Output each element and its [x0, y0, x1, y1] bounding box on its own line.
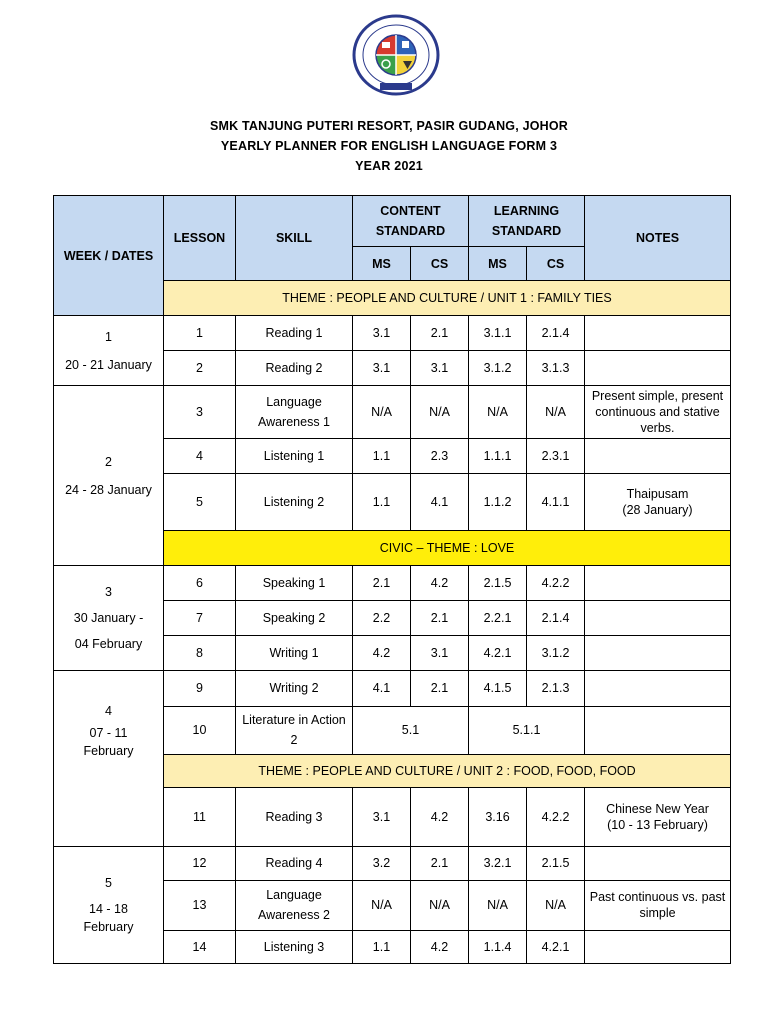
lesson-number: 12: [164, 846, 236, 880]
learning-ms: 3.1.2: [469, 351, 527, 386]
learning-cs: 2.1.4: [527, 601, 585, 636]
skill: Language Awareness 1: [236, 386, 353, 439]
notes-line: Thaipusam: [626, 487, 689, 502]
content-ms: N/A: [353, 880, 411, 930]
notes: [585, 316, 731, 351]
notes: [585, 474, 731, 531]
skill: Speaking 2: [236, 601, 353, 636]
lesson-number: 6: [164, 566, 236, 601]
learning-cs: 2.1.5: [527, 846, 585, 880]
skill: Listening 2: [236, 474, 353, 531]
notes: [585, 671, 731, 706]
learning-cs: N/A: [527, 386, 585, 439]
notes: Present simple, present continuous and stative verbs.: [585, 386, 731, 439]
header-learning-standard: LEARNING STANDARD: [469, 196, 585, 247]
learning-ms: 3.1.1: [469, 316, 527, 351]
content-ms: 2.2: [353, 601, 411, 636]
table-row: [54, 846, 731, 880]
week-dates: 30 January -: [73, 611, 144, 626]
school-name: SMK TANJUNG PUTERI RESORT, PASIR GUDANG, JOHOR: [209, 119, 569, 133]
learning-cs: 4.1.1: [527, 474, 585, 531]
planner-year: YEAR 2021: [355, 159, 423, 173]
skill: Reading 1: [236, 316, 353, 351]
week-dates: February: [83, 919, 134, 934]
skill: Reading 3: [236, 787, 353, 846]
theme-row-unit-2: THEME : PEOPLE AND CULTURE / UNIT 2 : FOOD, FOOD, FOOD: [164, 754, 731, 787]
notes: Past continuous vs. past simple: [585, 880, 731, 930]
content-cs: 2.1: [411, 671, 469, 706]
content-ms: 1.1: [353, 930, 411, 963]
week-number: 3: [105, 585, 112, 600]
notes: [585, 846, 731, 880]
content-ms: 2.1: [353, 566, 411, 601]
skill: Reading 4: [236, 846, 353, 880]
content-ms: 1.1: [353, 439, 411, 474]
lesson-number: 1: [164, 316, 236, 351]
learning-ms: 4.2.1: [469, 636, 527, 671]
content-cs: 4.2: [411, 787, 469, 846]
skill: Literature in Action 2: [236, 706, 353, 754]
content-ms: 3.2: [353, 846, 411, 880]
learning-cs: 4.2.1: [527, 930, 585, 963]
week-cell-4: [54, 671, 164, 846]
theme-row-unit-1: THEME : PEOPLE AND CULTURE / UNIT 1 : FAMILY TIES: [164, 281, 731, 316]
content-cs: 2.1: [411, 316, 469, 351]
theme-row-civic: CIVIC – THEME : LOVE: [164, 531, 731, 566]
learning-cs: 2.3.1: [527, 439, 585, 474]
content-cs: 2.3: [411, 439, 469, 474]
lesson-number: 5: [164, 474, 236, 531]
document-heading: [0, 116, 768, 176]
lesson-number: 10: [164, 706, 236, 754]
header-week-dates: WEEK / DATES: [54, 196, 164, 316]
school-crest-icon: [352, 14, 440, 96]
lesson-number: 4: [164, 439, 236, 474]
learning-cs: 2.1.4: [527, 316, 585, 351]
week-number: 5: [105, 875, 112, 890]
planner-title: YEARLY PLANNER FOR ENGLISH LANGUAGE FORM 3: [220, 139, 558, 153]
learning-ms: 3.16: [469, 787, 527, 846]
learning-cs: 4.2.2: [527, 566, 585, 601]
yearly-planner-table: [53, 195, 731, 964]
content-ms: 3.1: [353, 787, 411, 846]
notes: [585, 636, 731, 671]
content-cs: 4.2: [411, 566, 469, 601]
week-dates: 24 - 28 January: [65, 482, 152, 497]
header-skill: SKILL: [236, 196, 353, 281]
content-cs: 4.1: [411, 474, 469, 531]
learning-ms: N/A: [469, 386, 527, 439]
table-row: [54, 671, 731, 706]
learning-ms: 1.1.2: [469, 474, 527, 531]
content-cs: 3.1: [411, 636, 469, 671]
lesson-number: 7: [164, 601, 236, 636]
learning-ms: 1.1.4: [469, 930, 527, 963]
week-number: 2: [105, 454, 112, 469]
learning-ms: N/A: [469, 880, 527, 930]
week-number: 4: [105, 703, 112, 718]
skill: Listening 1: [236, 439, 353, 474]
header-learning-cs: CS: [527, 247, 585, 281]
week-number: 1: [105, 329, 112, 344]
notes-line: (28 January): [622, 503, 693, 518]
skill: Writing 1: [236, 636, 353, 671]
content-cs: N/A: [411, 386, 469, 439]
notes: [585, 351, 731, 386]
notes: [585, 706, 731, 754]
content-ms: 1.1: [353, 474, 411, 531]
learning-cs: N/A: [527, 880, 585, 930]
content-cs: 2.1: [411, 601, 469, 636]
week-dates: 14 - 18: [89, 901, 128, 916]
skill: Speaking 1: [236, 566, 353, 601]
header-lesson: LESSON: [164, 196, 236, 281]
learning-ms: 2.2.1: [469, 601, 527, 636]
learning-ms: 3.2.1: [469, 846, 527, 880]
content-standard-merged: 5.1: [353, 706, 469, 754]
learning-cs: 3.1.2: [527, 636, 585, 671]
lesson-number: 13: [164, 880, 236, 930]
lesson-number: 9: [164, 671, 236, 706]
learning-ms: 2.1.5: [469, 566, 527, 601]
content-ms: N/A: [353, 386, 411, 439]
notes-line: (10 - 13 February): [607, 817, 708, 832]
learning-standard-merged: 5.1.1: [469, 706, 585, 754]
lesson-number: 8: [164, 636, 236, 671]
notes-line: Chinese New Year: [606, 801, 709, 816]
lesson-number: 14: [164, 930, 236, 963]
notes: [585, 930, 731, 963]
school-logo: [352, 14, 440, 96]
week-dates: 07 - 11: [89, 725, 128, 740]
week-cell-1: [54, 316, 164, 386]
header-notes: NOTES: [585, 196, 731, 281]
notes: [585, 787, 731, 846]
notes: [585, 566, 731, 601]
learning-cs: 3.1.3: [527, 351, 585, 386]
content-ms: 3.1: [353, 351, 411, 386]
week-cell-5: [54, 846, 164, 963]
header-content-ms: MS: [353, 247, 411, 281]
week-dates: 04 February: [74, 637, 143, 652]
learning-ms: 4.1.5: [469, 671, 527, 706]
notes: [585, 601, 731, 636]
skill: Reading 2: [236, 351, 353, 386]
content-cs: 4.2: [411, 930, 469, 963]
lesson-number: 11: [164, 787, 236, 846]
notes: [585, 439, 731, 474]
lesson-number: 3: [164, 386, 236, 439]
week-cell-2: [54, 386, 164, 566]
learning-cs: 4.2.2: [527, 787, 585, 846]
content-ms: 4.1: [353, 671, 411, 706]
content-cs: 3.1: [411, 351, 469, 386]
header-learning-ms: MS: [469, 247, 527, 281]
content-cs: 2.1: [411, 846, 469, 880]
learning-ms: 1.1.1: [469, 439, 527, 474]
content-cs: N/A: [411, 880, 469, 930]
skill: Language Awareness 2: [236, 880, 353, 930]
skill: Writing 2: [236, 671, 353, 706]
learning-cs: 2.1.3: [527, 671, 585, 706]
header-content-cs: CS: [411, 247, 469, 281]
table-row: [54, 566, 731, 601]
week-dates: February: [83, 743, 134, 758]
content-ms: 3.1: [353, 316, 411, 351]
lesson-number: 2: [164, 351, 236, 386]
week-cell-3: [54, 566, 164, 671]
week-dates: 20 - 21 January: [65, 357, 152, 372]
content-ms: 4.2: [353, 636, 411, 671]
table-row: [54, 386, 731, 439]
skill: Listening 3: [236, 930, 353, 963]
header-content-standard: CONTENT STANDARD: [353, 196, 469, 247]
table-row: [54, 316, 731, 351]
